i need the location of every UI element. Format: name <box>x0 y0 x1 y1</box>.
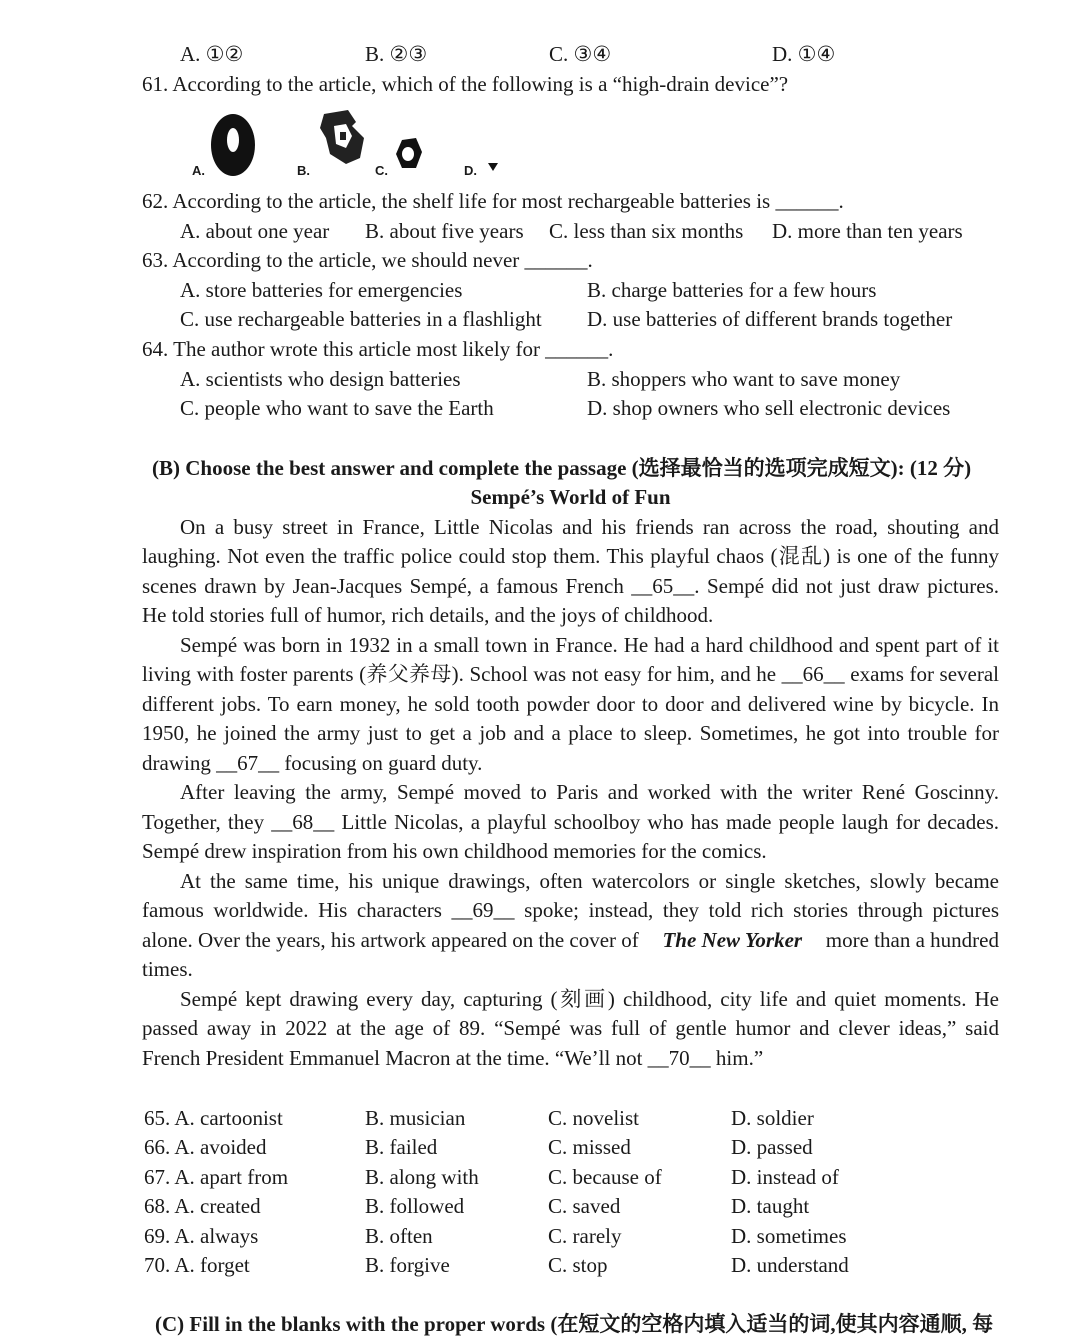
remote-icon <box>487 162 499 172</box>
q60-option-d: D. ①④ <box>772 42 836 66</box>
q61-label-b: B. <box>297 163 310 178</box>
passage-line-18: passed away in 2022 at the age of 89. “Sempé was full of gentle humor and clever ideas,” said <box>142 1016 999 1040</box>
q66-option-a: 66. A. avoided <box>144 1135 267 1159</box>
q69-option-a: 69. A. always <box>144 1224 259 1248</box>
passage-line-19: French President Emmanuel Macron at the time. “We’ll not __70__ him.” <box>142 1046 764 1070</box>
passage-line-3: scenes drawn by Jean-Jacques Sempé, a famous French __65__. Sempé did not just draw pictures. <box>142 574 999 598</box>
q64-option-a: A. scientists who design batteries <box>180 367 461 391</box>
battery-icon <box>208 112 258 178</box>
q64-option-d: D. shop owners who sell electronic devices <box>587 396 951 420</box>
passage-line-9: drawing __67__ focusing on guard duty. <box>142 751 483 775</box>
passage-line-2: laughing. Not even the traffic police could stop them. This playful chaos (混乱) is one of the funny <box>142 544 999 568</box>
q66-option-b: B. failed <box>365 1135 438 1159</box>
q70-option-b: B. forgive <box>365 1253 450 1277</box>
passage-line-17: Sempé kept drawing every day, capturing (刻画) childhood, city life and quiet moments. He <box>180 987 999 1011</box>
q62-stem: 62. According to the article, the shelf life for most rechargeable batteries is ______. <box>142 189 844 213</box>
q63-option-d: D. use batteries of different brands together <box>587 307 953 331</box>
passage-line-15-text: alone. Over the years, his artwork appeared on the cover of <box>142 928 639 952</box>
q67-option-b: B. along with <box>365 1165 479 1189</box>
passage-line-14: famous worldwide. His characters __69__ spoke; instead, they told rich stories through pictures <box>142 898 999 922</box>
passage-line-12: Sempé drew inspiration from his own childhood memories for the comics. <box>142 839 767 863</box>
q68-option-a: 68. A. created <box>144 1194 261 1218</box>
passage-line-16: times. <box>142 957 193 981</box>
q67-option-c: C. because of <box>548 1165 662 1189</box>
q69-option-b: B. often <box>365 1224 433 1248</box>
section-c-heading: (C) Fill in the blanks with the proper words (在短文的空格内填入适当的词,使其内容通顺, 每 <box>155 1312 994 1336</box>
q70-option-d: D. understand <box>731 1253 849 1277</box>
q67-option-d: D. instead of <box>731 1165 839 1189</box>
passage-line-8: 1950, he joined the army just to get a job and a place to sleep. Sometimes, he got into trouble for <box>142 721 999 745</box>
magazine-title: The New Yorker <box>662 928 803 952</box>
q65-option-b: B. musician <box>365 1106 466 1130</box>
q60-option-a: A. ①② <box>180 42 244 66</box>
q65-option-a: 65. A. cartoonist <box>144 1106 283 1130</box>
section-b-heading: (B) Choose the best answer and complete the passage (选择最恰当的选项完成短文): (12 分) <box>152 456 972 480</box>
q62-option-b: B. about five years <box>365 219 524 243</box>
q66-option-d: D. passed <box>731 1135 813 1159</box>
q65-option-c: C. novelist <box>548 1106 640 1130</box>
q61-label-c: C. <box>375 163 388 178</box>
passage-line-7: different jobs. To earn money, he sold tooth powder door to door and delivered wine by bicycle. In <box>142 692 999 716</box>
passage-line-15-end: more than a hundred <box>825 928 999 952</box>
q63-stem: 63. According to the article, we should never ______. <box>142 248 593 272</box>
q64-option-b: B. shoppers who want to save money <box>587 367 901 391</box>
q63-option-a: A. store batteries for emergencies <box>180 278 463 302</box>
q65-option-d: D. soldier <box>731 1106 814 1130</box>
q70-option-a: 70. A. forget <box>144 1253 250 1277</box>
q66-option-c: C. missed <box>548 1135 631 1159</box>
q61-label-d: D. <box>464 163 477 178</box>
q64-stem: 64. The author wrote this article most likely for ______. <box>142 337 614 361</box>
passage-line-13: At the same time, his unique drawings, often watercolors or single sketches, slowly became <box>180 869 999 893</box>
passage-title: Sempé’s World of Fun <box>470 485 671 509</box>
q67-option-a: 67. A. apart from <box>144 1165 289 1189</box>
q63-option-b: B. charge batteries for a few hours <box>587 278 877 302</box>
q60-option-b: B. ②③ <box>365 42 428 66</box>
q68-option-b: B. followed <box>365 1194 465 1218</box>
passage-line-6: living with foster parents (养父养母). School was not easy for him, and he __66__ exams for several <box>142 662 999 686</box>
q60-option-c: C. ③④ <box>549 42 612 66</box>
q61-stem: 61. According to the article, which of the following is a “high-drain device”? <box>142 72 789 96</box>
q62-option-a: A. about one year <box>180 219 330 243</box>
q68-option-d: D. taught <box>731 1194 810 1218</box>
q69-option-d: D. sometimes <box>731 1224 847 1248</box>
q63-option-c: C. use rechargeable batteries in a flashlight <box>180 307 542 331</box>
passage-line-11: Together, they __68__ Little Nicolas, a playful schoolboy who has made people laugh for decades. <box>142 810 999 834</box>
passage-line-1: On a busy street in France, Little Nicolas and his friends ran across the road, shouting and <box>180 515 999 539</box>
passage-line-10: After leaving the army, Sempé moved to Paris and worked with the writer René Goscinny. <box>180 780 999 804</box>
q70-option-c: C. stop <box>548 1253 608 1277</box>
q62-option-d: D. more than ten years <box>772 219 963 243</box>
q68-option-c: C. saved <box>548 1194 621 1218</box>
q62-option-c: C. less than six months <box>549 219 744 243</box>
camera-icon <box>392 136 424 172</box>
phone-icon <box>316 108 372 168</box>
q64-option-c: C. people who want to save the Earth <box>180 396 494 420</box>
passage-line-15 <box>142 926 999 954</box>
q61-label-a: A. <box>192 163 205 178</box>
passage-line-5: Sempé was born in 1932 in a small town in France. He had a hard childhood and spent part of it <box>180 633 999 657</box>
q69-option-c: C. rarely <box>548 1224 622 1248</box>
passage-line-4: He told stories full of humor, rich details, and the joys of childhood. <box>142 603 714 627</box>
